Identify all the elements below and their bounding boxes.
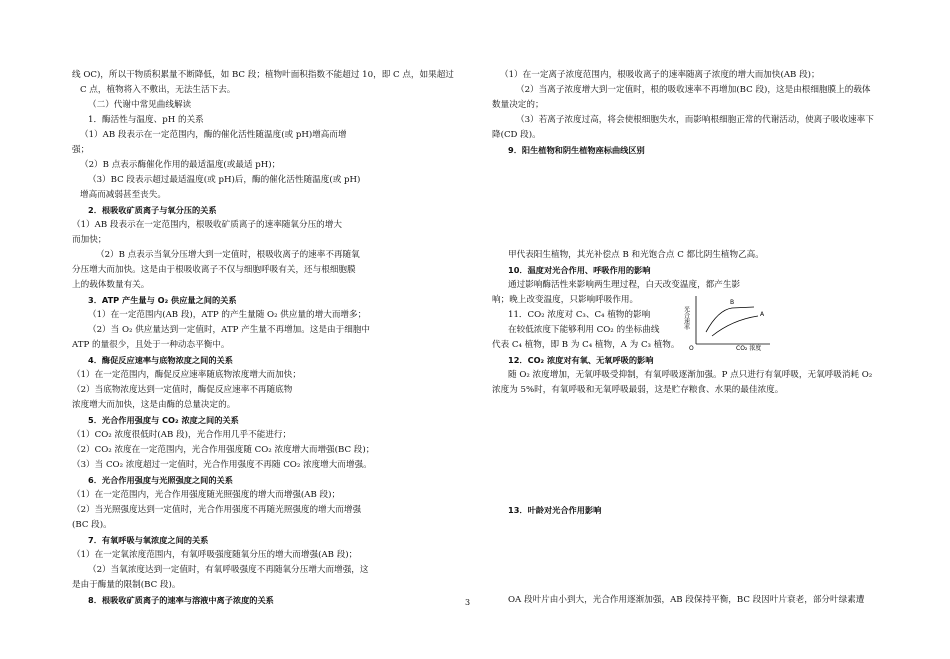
left-text-line: （2）当氧浓度达到一定值时，有氧呼吸强度不再随氧分压增大而增强，这 [88,565,369,575]
left-text-line: C 点，植物将入不敷出，无法生活下去。 [80,85,236,95]
left-text-line: 浓度增大而加快，这是由酶的总量决定的。 [72,400,236,410]
right-text-line: 通过影响酶活性来影响两生理过程，白天改变温度，都产生影 [508,280,741,290]
left-text-line: 分压增大而加快。这是由于根吸收离子不仅与细胞呼吸有关，还与根细胞膜 [72,265,356,275]
left-text-line: （2）B 点表示当氧分压增大到一定值时，根吸收离子的速率不再随氧 [96,250,360,260]
chart-xlabel: CO₂ 浓度 [736,345,762,352]
left-text-line: 4．酶促反应速率与底物浓度之间的关系 [88,355,233,365]
right-text-line [492,488,882,503]
left-text-line: 线 OC)，所以干物质积累量不断降低，如 BC 段；植物叶面积指数不能超过 10，即 C 点，如果超过 [72,70,454,80]
left-column [72,68,471,608]
right-text-line: 9．阳生植物和阴生植物座标曲线区别 [508,145,645,155]
left-text-line: （1）在一定范围内(AB 段)，ATP 的产生量随 O₂ 供应量的增大而增多； [88,310,367,320]
right-text-line [492,533,882,548]
left-text-line: （1）CO₂ 浓度很低时(AB 段)，光合作用几乎不能进行； [72,430,292,440]
left-text-line: （3）当 CO₂ 浓度超过一定值时，光合作用强度不再随 CO₂ 浓度增大而增强。 [72,460,372,470]
left-text-line: 而加快； [72,235,107,245]
curve-b-label: B [730,299,735,306]
right-text-line [492,443,882,458]
left-text-line: （2）B 点表示酶催化作用的最适温度(或最适 pH)； [80,160,281,170]
left-text-line: 8．根吸收矿质离子的速率与溶液中离子浓度的关系 [88,595,274,605]
left-text-line: （2）CO₂ 浓度在一定范围内，光合作用强度随 CO₂ 浓度增大而增强(BC 段)； [72,445,375,455]
curve-a-label: A [760,311,765,318]
left-text-line: （2）当 O₂ 供应量达到一定值时，ATP 产生量不再增加。这是由于细胞中 [88,325,371,335]
right-text-line: （3）若离子浓度过高，将会使根细胞失水，而影响根细胞正常的代谢活动，使离子吸收速率下 [516,115,874,125]
page-number: 3 [465,598,471,607]
left-text-line: （2）当光照强度达到一定值时，光合作用强度不再随光照强度的增大而增强 [72,505,362,515]
left-text-line: 上的载体数量有关。 [72,280,150,290]
right-text-line [492,218,882,233]
co2-c3-c4-chart [684,292,774,352]
right-text-line [492,398,882,413]
left-text-line: 强； [72,145,90,155]
left-text-line: ATP 的量很少，且处于一种动态平衡中。 [72,340,230,350]
right-text-line: （2）当离子浓度增大到一定值时，根的吸收速率不再增加(BC 段)，这是由根细胞膜上的载体 [516,85,871,95]
left-text-line: 2．根吸收矿质离子与氧分压的关系 [88,205,217,215]
right-text-line: 数量决定的； [492,100,544,110]
right-text-line: 响；晚上改变温度，只影响呼吸作用。 [492,295,639,305]
right-text-line: 降(CD 段)。 [492,130,541,140]
right-text-line [492,233,882,248]
right-text-line [492,428,882,443]
right-text-line [492,413,882,428]
left-text-line: （1）AB 段表示在一定范围内，根吸收矿质离子的速率随氧分压的增大 [72,220,342,230]
curve-b [706,307,754,332]
right-text-line: 代表 C₄ 植物，即 B 为 C₄ 植物，A 为 C₃ 植物。 [492,340,680,350]
right-text-line: OA 段叶片由小到大，光合作用逐渐加强，AB 段保持平衡，BC 段因叶片衰老，部分叶绿素遭 [508,595,865,605]
right-text-line: 10．温度对光合作用、呼吸作用的影响 [508,265,651,275]
left-text-line: 3．ATP 产生量与 O₂ 供应量之间的关系 [88,295,237,305]
left-text-line: （1）在一定范围内，光合作用强度随光照强度的增大而增强(AB 段)； [72,490,341,500]
left-text-line: （3）BC 段表示超过最适温度(或 pH)后，酶的催化活性随温度(或 pH) [88,175,361,185]
right-text-line: 12．CO₂ 浓度对有氧、无氧呼吸的影响 [508,355,654,365]
left-text-line: 1．酶活性与温度、pH 的关系 [88,115,204,125]
chart-origin: O [689,345,694,352]
right-text-line: 浓度为 5%时，有氧呼吸和无氧呼吸最弱，这是贮存粮食、水果的最佳浓度。 [492,385,784,395]
right-text-line: 甲代表阳生植物，其光补偿点 B 和光饱合点 C 都比阴生植物乙高。 [508,250,764,260]
right-text-line [492,173,882,188]
right-text-line: 11．CO₂ 浓度对 C₃、C₄ 植物的影响 [508,310,651,320]
left-text-line: （1）AB 段表示在一定范围内，酶的催化活性随温度(或 pH)增高而增 [80,130,347,140]
left-text-line: （2）当底物浓度达到一定值时，酶促反应速率不再随底物 [72,385,293,395]
left-text-line: 7．有氧呼吸与氧浓度之间的关系 [88,535,209,545]
right-text-line [492,563,882,578]
left-text-line: 6．光合作用强度与光照强度之间的关系 [88,475,233,485]
left-text-line: （1）在一定氧浓度范围内，有氧呼吸强度随氧分压的增大而增强(AB 段)； [72,550,358,560]
left-text-line: 增高而减弱甚至丧失。 [80,190,166,200]
right-text-line [492,548,882,563]
right-text-line [492,473,882,488]
right-text-line [492,203,882,218]
right-text-line [492,518,882,533]
right-text-line: （1）在一定离子浓度范围内，根吸收离子的速率随离子浓度的增大而加快(AB 段)； [500,70,820,80]
left-text-line: 是由于酶量的限制(BC 段)。 [72,580,181,590]
left-text-line: 5．光合作用强度与 CO₂ 浓度之间的关系 [88,415,239,425]
left-text-line: （1）在一定范围内，酶促反应速率随底物浓度增大而加快； [72,370,301,380]
right-text-line [492,188,882,203]
right-text-line [492,458,882,473]
left-text-line: (BC 段)。 [72,520,112,530]
chart-ylabel: 光合速率 [682,306,690,330]
right-text-line [492,158,882,173]
right-text-line [492,578,882,593]
right-text-line: 13．叶龄对光合作用影响 [508,505,602,515]
left-text-line: （二）代谢中常见曲线解读 [88,100,192,110]
right-text-line: 在较低浓度下能够利用 CO₂ 的坐标曲线 [508,325,660,335]
right-text-line: 随 O₂ 浓度增加，无氧呼吸受抑制，有氧呼吸逐渐加强。P 点只进行有氧呼吸，无氧呼吸消耗 O₂ [508,370,873,380]
curve-a [712,316,758,336]
